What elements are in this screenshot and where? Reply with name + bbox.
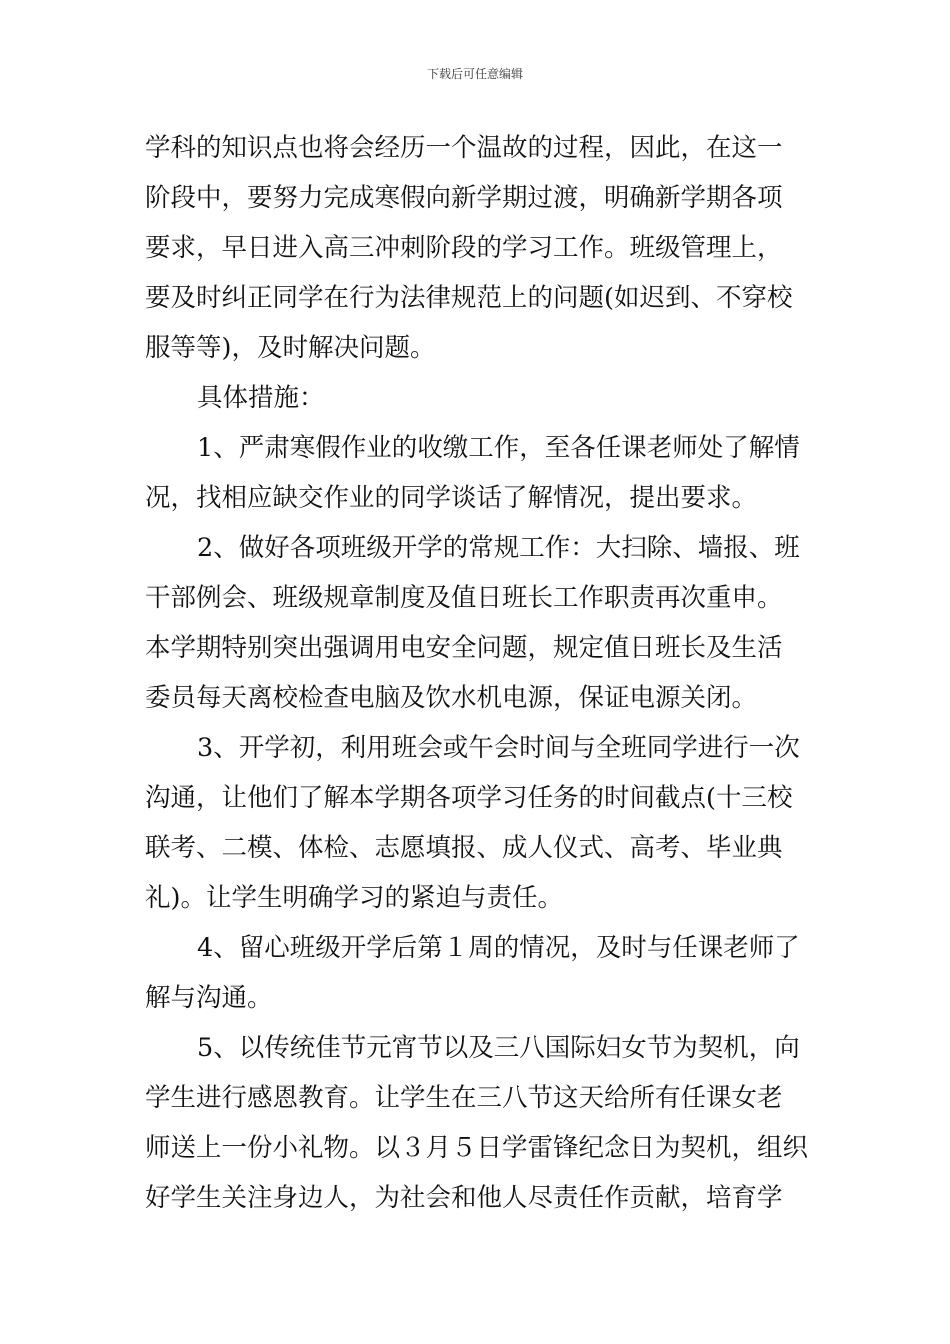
list-item-4-start: 4、留心班级开学后第１周的情况，及时与任课老师了 bbox=[197, 933, 800, 963]
page-header-note: 下载后可任意编辑 bbox=[426, 67, 523, 81]
document-body bbox=[145, 123, 810, 1223]
list-item-2-start: 2、做好各项班级开学的常规工作：大扫除、墙报、班 bbox=[197, 533, 800, 563]
text-line: 沟通，让他们了解本学期各项学习任务的时间截点(十三校 bbox=[145, 783, 793, 813]
text-line: 联考、二模、体检、志愿填报、成人仪式、高考、毕业典 bbox=[145, 833, 783, 863]
section-heading: 具体措施： bbox=[197, 383, 325, 413]
text-line: 要及时纠正同学在行为法律规范上的问题(如迟到、不穿校 bbox=[145, 283, 793, 313]
text-line: 学生进行感恩教育。让学生在三八节这天给所有任课女老 bbox=[145, 1083, 783, 1113]
list-item-3-start: 3、开学初，利用班会或午会时间与全班同学进行一次 bbox=[197, 733, 800, 763]
text-line: 学科的知识点也将会经历一个温故的过程，因此，在这一 bbox=[145, 133, 783, 163]
list-item-1-start: 1、严肃寒假作业的收缴工作，至各任课老师处了解情 bbox=[197, 433, 800, 463]
text-line: 解与沟通。 bbox=[145, 983, 273, 1013]
text-line: 礼)。让学生明确学习的紧迫与责任。 bbox=[145, 883, 563, 913]
text-line: 干部例会、班级规章制度及值日班长工作职责再次重申。 bbox=[145, 583, 783, 613]
text-line: 好学生关注身边人，为社会和他人尽责任作贡献，培育学 bbox=[145, 1183, 783, 1213]
text-line: 要求，早日进入高三冲刺阶段的学习工作。班级管理上， bbox=[145, 233, 783, 263]
text-line: 况，找相应缺交作业的同学谈话了解情况，提出要求。 bbox=[145, 483, 758, 513]
text-line: 委员每天离校检查电脑及饮水机电源，保证电源关闭。 bbox=[145, 683, 758, 713]
text-line: 阶段中，要努力完成寒假向新学期过渡，明确新学期各项 bbox=[145, 183, 783, 213]
text-line: 师送上一份小礼物。以３月５日学雷锋纪念日为契机，组织 bbox=[145, 1133, 809, 1163]
list-item-5-start: 5、以传统佳节元宵节以及三八国际妇女节为契机，向 bbox=[197, 1033, 800, 1063]
text-line: 服等等)，及时解决问题。 bbox=[145, 333, 436, 363]
text-line: 本学期特别突出强调用电安全问题，规定值日班长及生活 bbox=[145, 633, 783, 663]
